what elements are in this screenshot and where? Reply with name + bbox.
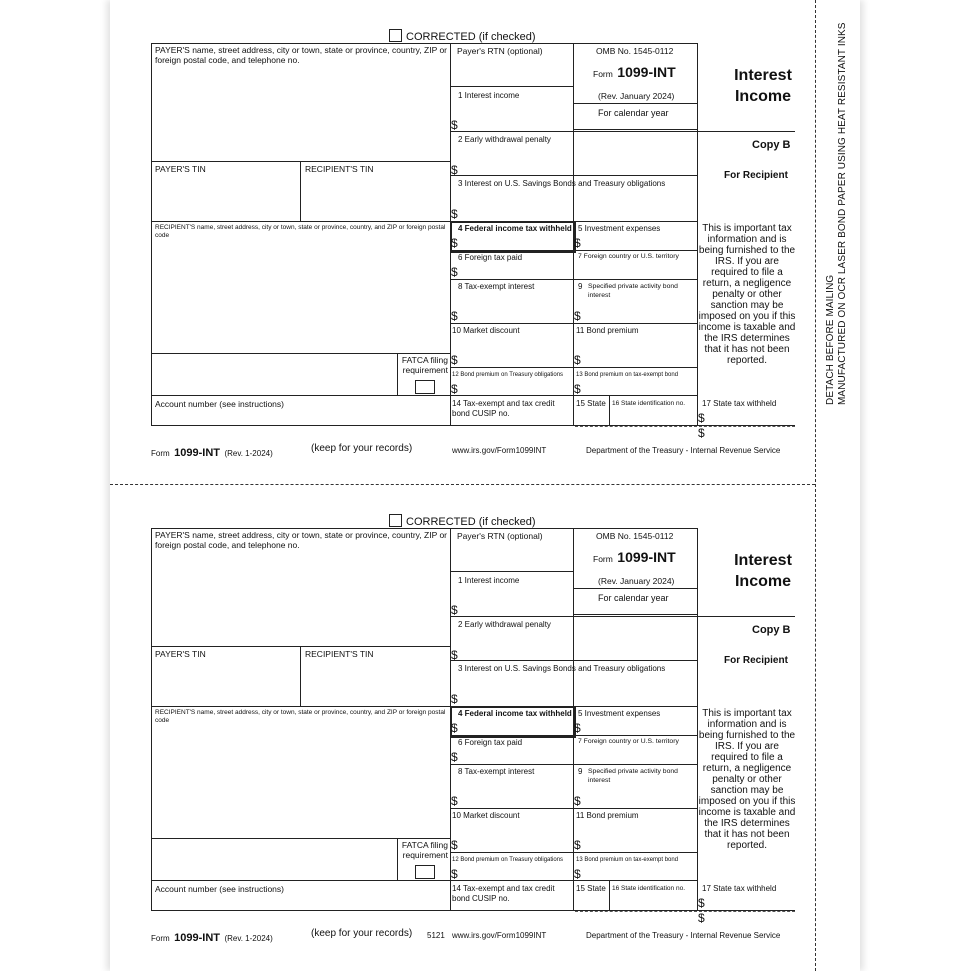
footer-dept: Department of the Treasury - Internal Revenue Service — [586, 931, 781, 940]
footer-dept: Department of the Treasury - Internal Revenue Service — [586, 446, 781, 455]
box14-label: 14 Tax-exempt and tax credit bond CUSIP no. — [452, 884, 555, 903]
omb-number: OMB No. 1545-0112 — [596, 531, 674, 541]
box13-dollar[interactable]: $ — [574, 382, 581, 396]
payer-name-label: PAYER'S name, street address, city or town, state or province, country, ZIP or foreign postal code, and telephone no. — [155, 45, 448, 65]
form-copy-top — [0, 25, 970, 465]
box5-label: 5 Investment expenses — [578, 709, 661, 718]
fatca-label: FATCA filing requirement — [401, 840, 448, 860]
box15-label: 15 State — [576, 399, 606, 408]
box12-label: 12 Bond premium on Treasury obligations — [452, 372, 564, 378]
catalog-number: 5121 — [427, 931, 445, 940]
box9-num: 9 — [578, 767, 583, 776]
box2-dollar[interactable]: $ — [451, 648, 458, 662]
payer-rtn-label: Payer's RTN (optional) — [457, 46, 543, 56]
footer-url[interactable]: www.irs.gov/Form1099INT — [452, 446, 547, 455]
box6-dollar[interactable]: $ — [451, 265, 458, 279]
calendar-year: For calendar year — [598, 108, 669, 118]
box17-dollar-2[interactable]: $ — [698, 426, 705, 440]
box13-label: 13 Bond premium on tax-exempt bond — [576, 857, 679, 863]
payer-tin-label: PAYER'S TIN — [155, 164, 206, 174]
calendar-year: For calendar year — [598, 593, 669, 603]
box3-dollar[interactable]: $ — [451, 207, 458, 221]
for-recipient-label: For Recipient — [724, 170, 788, 181]
box7-label: 7 Foreign country or U.S. territory — [578, 738, 679, 745]
form-copy-bottom — [0, 510, 970, 950]
box8-label: 8 Tax-exempt interest — [458, 282, 535, 291]
form-number-heading: Form 1099-INT — [593, 549, 676, 565]
box17-label: 17 State tax withheld — [702, 884, 777, 893]
detach-text: DETACH BEFORE MAILING — [825, 274, 836, 405]
box2-label: 2 Early withdrawal penalty — [458, 135, 551, 144]
box11-dollar[interactable]: $ — [574, 353, 581, 367]
box6-dollar[interactable]: $ — [451, 750, 458, 764]
box3-dollar[interactable]: $ — [451, 692, 458, 706]
fatca-checkbox[interactable] — [415, 380, 435, 394]
box5-dollar[interactable]: $ — [574, 236, 581, 250]
footer-form-id: Form 1099-INT (Rev. 1-2024) — [151, 932, 273, 944]
corrected-checkbox-row[interactable] — [389, 514, 536, 528]
rev-date: (Rev. January 2024) — [598, 576, 675, 586]
box15-label: 15 State — [576, 884, 606, 893]
box10-label: 10 Market discount — [452, 326, 520, 335]
corrected-checkbox[interactable] — [389, 29, 402, 42]
form-title: Interest Income — [734, 67, 792, 105]
box8-dollar[interactable]: $ — [451, 794, 458, 808]
box12-label: 12 Bond premium on Treasury obligations — [452, 857, 564, 863]
box17-dollar-1[interactable]: $ — [698, 411, 705, 425]
box4-label: 4 Federal income tax withheld — [458, 224, 572, 233]
corrected-checkbox[interactable] — [389, 514, 402, 527]
corrected-checkbox-row[interactable] — [389, 29, 536, 43]
box11-label: 11 Bond premium — [576, 326, 639, 335]
box2-label: 2 Early withdrawal penalty — [458, 620, 551, 629]
rev-date: (Rev. January 2024) — [598, 91, 675, 101]
box11-label: 11 Bond premium — [576, 811, 639, 820]
notice-text: This is important tax information and is being furnished to the IRS. If you are required to file a return, a negligence penalty or other sanction may be imposed on you if this income is taxable and the IRS determines that it has not been reported. — [698, 708, 796, 851]
payer-rtn-label: Payer's RTN (optional) — [457, 531, 543, 541]
box12-dollar[interactable]: $ — [451, 867, 458, 881]
box16-label: 16 State identification no. — [612, 400, 685, 407]
box16-label: 16 State identification no. — [612, 885, 685, 892]
recipient-tin-label: RECIPIENT'S TIN — [305, 649, 374, 659]
box5-dollar[interactable]: $ — [574, 721, 581, 735]
form-number-heading: Form 1099-INT — [593, 64, 676, 80]
footer-keep: (keep for your records) — [311, 443, 413, 454]
payer-tin-label: PAYER'S TIN — [155, 649, 206, 659]
box8-label: 8 Tax-exempt interest — [458, 767, 535, 776]
box1-label: 1 Interest income — [458, 576, 520, 585]
box10-dollar[interactable]: $ — [451, 353, 458, 367]
box10-label: 10 Market discount — [452, 811, 520, 820]
box4-dollar[interactable]: $ — [451, 721, 458, 735]
box8-dollar[interactable]: $ — [451, 309, 458, 323]
box9-label: Specified private activity bond interest — [588, 283, 678, 299]
fatca-label: FATCA filing requirement — [401, 355, 448, 375]
box12-dollar[interactable]: $ — [451, 382, 458, 396]
box9-num: 9 — [578, 282, 583, 291]
box6-label: 6 Foreign tax paid — [458, 253, 523, 262]
box5-label: 5 Investment expenses — [578, 224, 661, 233]
fatca-checkbox[interactable] — [415, 865, 435, 879]
box17-dollar-1[interactable]: $ — [698, 896, 705, 910]
box13-dollar[interactable]: $ — [574, 867, 581, 881]
footer-form-id: Form 1099-INT (Rev. 1-2024) — [151, 447, 273, 459]
box9-dollar[interactable]: $ — [574, 309, 581, 323]
account-label: Account number (see instructions) — [155, 884, 284, 894]
payer-name-label: PAYER'S name, street address, city or town, state or province, country, ZIP or foreign postal code, and telephone no. — [155, 530, 448, 550]
box10-dollar[interactable]: $ — [451, 838, 458, 852]
copy-label: Copy B — [752, 624, 791, 636]
omb-number: OMB No. 1545-0112 — [596, 46, 674, 56]
box2-dollar[interactable]: $ — [451, 163, 458, 177]
box1-dollar[interactable]: $ — [451, 603, 458, 617]
box11-dollar[interactable]: $ — [574, 838, 581, 852]
form-title: Interest Income — [734, 552, 792, 590]
footer-keep: (keep for your records) — [311, 928, 413, 939]
footer-url[interactable]: www.irs.gov/Form1099INT — [452, 931, 547, 940]
box4-dollar[interactable]: $ — [451, 236, 458, 250]
box3-label: 3 Interest on U.S. Savings Bonds and Treasury obligations — [458, 664, 666, 673]
account-label: Account number (see instructions) — [155, 399, 284, 409]
box4-label: 4 Federal income tax withheld — [458, 709, 572, 718]
manufactured-text: MANUFACTURED ON OCR LASER BOND PAPER USING HEAT RESISTANT INKS — [837, 22, 848, 405]
notice-text: This is important tax information and is being furnished to the IRS. If you are required to file a return, a negligence penalty or other sanction may be imposed on you if this income is taxable and the IRS determines that it has not been reported. — [698, 223, 796, 366]
box14-label: 14 Tax-exempt and tax credit bond CUSIP no. — [452, 399, 555, 418]
box9-label: Specified private activity bond interest — [588, 768, 678, 784]
box3-label: 3 Interest on U.S. Savings Bonds and Treasury obligations — [458, 179, 666, 188]
box9-dollar[interactable]: $ — [574, 794, 581, 808]
box7-label: 7 Foreign country or U.S. territory — [578, 253, 679, 260]
box13-label: 13 Bond premium on tax-exempt bond — [576, 372, 679, 378]
box6-label: 6 Foreign tax paid — [458, 738, 523, 747]
recipient-name-label: RECIPIENT'S name, street address, city or town, state or province, country, and ZIP or foreign postal code — [155, 224, 446, 239]
horizontal-perforation — [110, 484, 815, 485]
recipient-name-label: RECIPIENT'S name, street address, city or town, state or province, country, and ZIP or foreign postal code — [155, 709, 446, 724]
for-recipient-label: For Recipient — [724, 655, 788, 666]
box17-dollar-2[interactable]: $ — [698, 911, 705, 925]
corrected-label: CORRECTED (if checked) — [406, 31, 536, 43]
copy-label: Copy B — [752, 139, 791, 151]
box1-label: 1 Interest income — [458, 91, 520, 100]
recipient-tin-label: RECIPIENT'S TIN — [305, 164, 374, 174]
corrected-label: CORRECTED (if checked) — [406, 516, 536, 528]
box17-label: 17 State tax withheld — [702, 399, 777, 408]
box1-dollar[interactable]: $ — [451, 118, 458, 132]
